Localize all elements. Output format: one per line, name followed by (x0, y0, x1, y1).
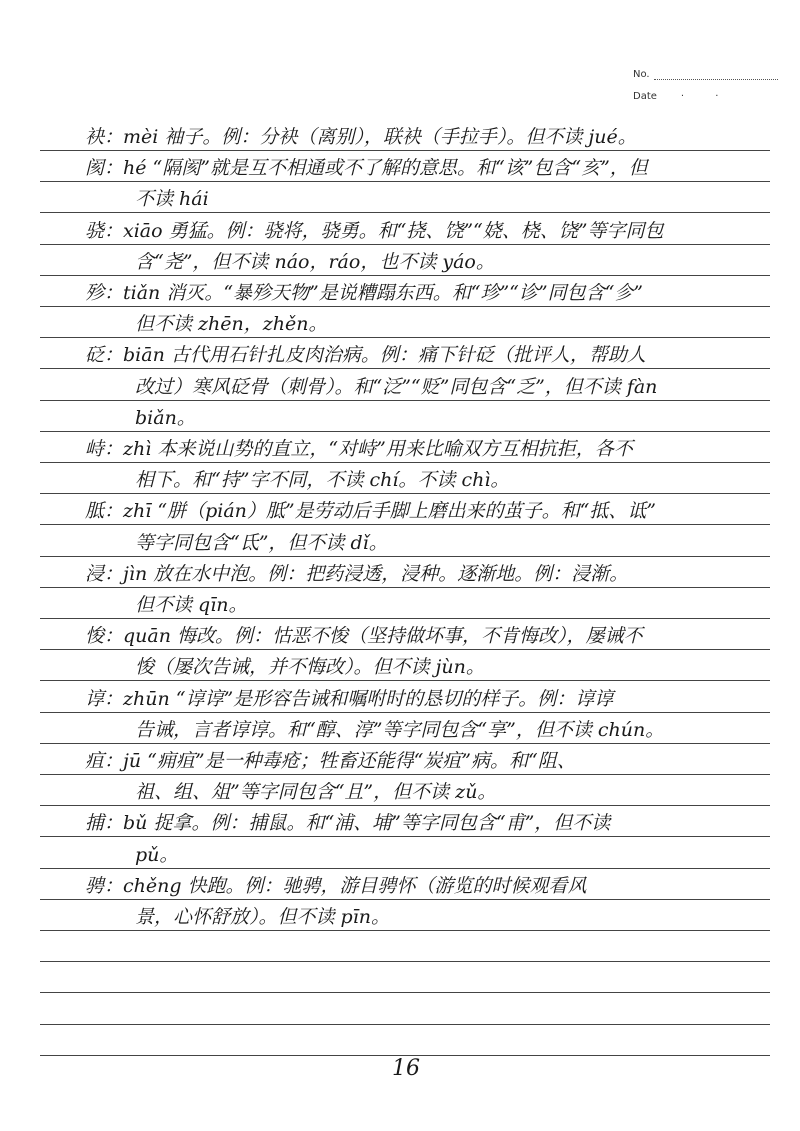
ruled-line (40, 712, 770, 713)
ruled-line (40, 992, 770, 993)
ruled-line (40, 961, 770, 962)
entry-headline: 阂：hé “隔阂”就是互不相通或不了解的意思。和“该”包含“亥”，但 (85, 157, 648, 179)
entry-headline: 殄：tiǎn 消灭。“暴殄天物”是说糟蹋东西。和“珍”“诊”同包含“㐱” (85, 282, 644, 304)
entry-headline: 砭：biān 古代用石针扎皮肉治病。例：痛下针砭（批评人，帮助人 (85, 344, 646, 366)
entry-continuation: 含“尧”，但不读 náo，ráo，也不读 yáo。 (135, 251, 495, 273)
ruled-line (40, 368, 770, 369)
entry-headline: 浸：jìn 放在水中泡。例：把药浸透，浸种。逐渐地。例：浸渐。 (85, 563, 629, 585)
ruled-line (40, 400, 770, 401)
ruled-line (40, 337, 770, 338)
ruled-line (40, 805, 770, 806)
ruled-line (40, 743, 770, 744)
ruled-line (40, 868, 770, 869)
ruled-line (40, 649, 770, 650)
ruled-line (40, 431, 770, 432)
ruled-line (40, 150, 770, 151)
entry-continuation: 不读 hái (135, 188, 209, 210)
entry-continuation: 等字同包含“氐”，但不读 dǐ。 (135, 532, 388, 554)
entry-continuation: 但不读 qīn。 (135, 594, 248, 616)
date-field (633, 80, 778, 102)
no-field (633, 58, 778, 80)
entry-headline: 骋：chěng 快跑。例：驰骋，游目骋怀（游览的时候观看风 (85, 875, 587, 897)
ruled-line (40, 1024, 770, 1025)
ruled-line (40, 244, 770, 245)
ruled-line (40, 556, 770, 557)
entry-headline: 袂：mèi 袖子。例：分袂（离别），联袂（手拉手）。但不读 jué。 (85, 126, 637, 148)
ruled-line (40, 930, 770, 931)
entry-continuation: 悛（屡次告诫，并不悔改）。但不读 jùn。 (135, 656, 485, 678)
entry-continuation: biǎn。 (135, 407, 196, 429)
ruled-line (40, 306, 770, 307)
entry-continuation: pǔ。 (135, 844, 179, 866)
entry-headline: 悛：quān 悔改。例：怙恶不悛（坚持做坏事，不肯悔改），屡诫不 (85, 625, 643, 647)
ruled-line (40, 774, 770, 775)
ruled-line (40, 181, 770, 182)
no-dotted-line (654, 67, 778, 80)
ruled-line (40, 212, 770, 213)
ruled-line (40, 462, 770, 463)
date-dots: · · (680, 91, 733, 102)
entry-headline: 捕：bǔ 捉拿。例：捕鼠。和“浦、埔”等字同包含“甫”，但不读 (85, 812, 611, 834)
page-number: 16 (392, 1056, 420, 1081)
ruled-line (40, 618, 770, 619)
entry-continuation: 祖、组、俎”等字同包含“且”，但不读 zǔ。 (135, 781, 497, 803)
no-label: No. (633, 69, 650, 80)
entry-continuation: 景，心怀舒放）。但不读 pīn。 (135, 906, 391, 928)
ruled-line (40, 680, 770, 681)
entry-headline: 胝：zhī “胼（pián）胝”是劳动后手脚上磨出来的茧子。和“抵、诋” (85, 500, 657, 522)
ruled-line (40, 275, 770, 276)
ruled-line (40, 899, 770, 900)
ruled-line (40, 493, 770, 494)
page-header (633, 58, 778, 102)
entry-continuation: 但不读 zhēn，zhěn。 (135, 313, 328, 335)
entry-headline: 峙：zhì 本来说山势的直立，“对峙”用来比喻双方互相抗拒，各不 (85, 438, 633, 460)
entry-continuation: 告诫，言者谆谆。和“醇、淳”等字同包含“享”，但不读 chún。 (135, 719, 665, 741)
entry-headline: 骁：xiāo 勇猛。例：骁将，骁勇。和“挠、饶”“娆、桡、饶”等字同包 (85, 220, 664, 242)
ruled-line (40, 524, 770, 525)
ruled-line (40, 836, 770, 837)
entry-headline: 谆：zhūn “谆谆”是形容告诫和嘱咐时的恳切的样子。例：谆谆 (85, 688, 614, 710)
entry-continuation: 相下。和“持”字不同，不读 chí。不读 chì。 (135, 469, 510, 491)
entry-continuation: 改过）寒风砭骨（刺骨）。和“泛”“贬”同包含“乏”，但不读 fàn (135, 376, 658, 398)
entry-headline: 疽：jū “痈疽”是一种毒疮；牲畜还能得“炭疽”病。和“阻、 (85, 750, 576, 772)
date-label: Date (633, 91, 657, 102)
ruled-line (40, 587, 770, 588)
